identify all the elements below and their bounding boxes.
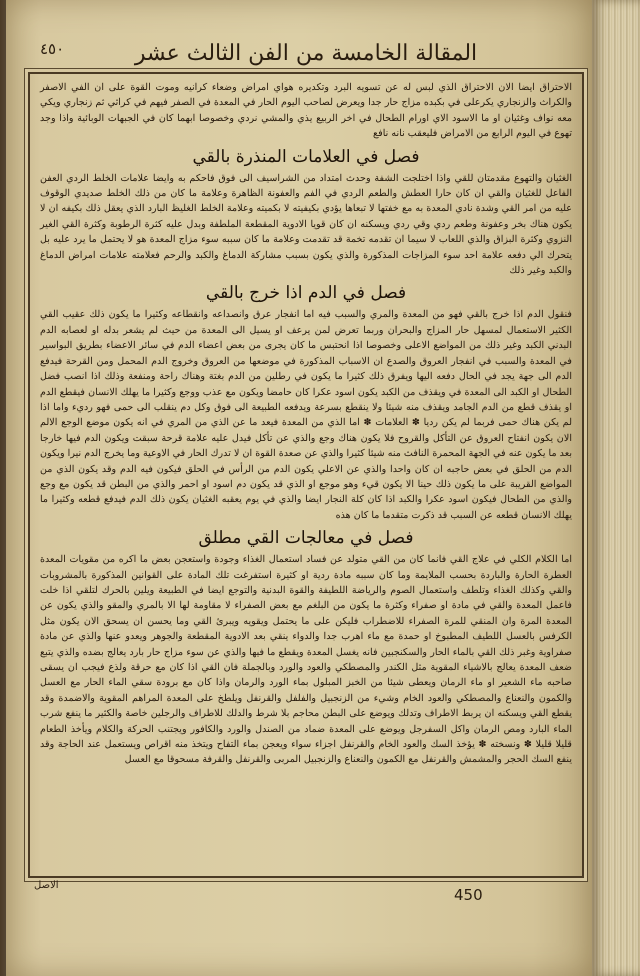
section-3-text: اما الكلام الكلي في علاج القي فانما كان من القي متولد عن فساد استعمال الغذاء وجودة واستعجن بعض ما اكره من مقويات المعدة العطرة الحارة والباردة بحسب الملايمة وما كان سببه مادة ردية او كثيرة استفرغت تلك المادة على القوانين المذكورة بالمشروبات والقي وكذلك الغذاء وتلطف واستعمال الصوم والرياضة اللطيفة والقوة البدنية والتوجع ايضا في الطبيعة ويلين بالحرك لتلقي اذا خلت فاعمل المعدة والقي في مادة او صفراء وكثرة ما يكون من البلغم مع بعض الصفراء لا مقاومة لها الا بالمري والمقو والذي يكون عن المعدة المرة وان المنقي للمرة الصفراء للاضطراب فليكن على ما يحتمل ويقويه ويبرئ القي وما يحسن ان يسحق الان يكون مثل الكرفس بالعسل اللطيف المطبوخ او حمدة مع ماء اهرب جدا والدواء ينقي بعد الادوية المقطعة والجوهر ويعدو عنها والذي عن مادة صفراوية وغبر ذلك القي بالماء الحار والسكنجبين فانه يغسل المعدة ويقطع ما فيها والذي عن سوء مزاج حار بارد يعالج بضده والذي يتبع ضعف المعدة يعالج بالاشياء المقوية مثل الكندر والمصطكي والعود والورد وبالجملة فان القي اذا كان مع حرقة ولذع فيجب ان يسقى صاحبه ماء الشعير او ماء الرمان ويعطى شيئا من الخبز المبلول بماء الورد والرمان واذا كان مع برودة سقي الماء الحار مع العسل والكمون والنعناع والمصطكي والعود الخام وشيء من الزنجبيل والفلفل والقرنفل ويلطخ على المعدة المراهم المقوية والاضمدة وقد يقطع القي ويسكنه ان يربط الاطراف وتدلك ويوضع على البطن محاجم بلا شرط والدلك للاطراف والرجلين خاصة والكثير ما ينفع شرب الماء البارد ومص الرمان واكل السفرجل ويوضع على المعدة ضماد من الصندل والورد والكافور ويجتنب الحركة والكلام ويأخذ الطعام قليلا قليلا ✽ ونسخته ✽ يؤخذ السك والعود الخام والقرنفل اجزاء سواء ويعجن بماء التفاح ويتخذ منه اقراص ويستعمل عند الحاجة وقد ينفع السك الحجر والمشمش والقرنفل مع الكمون والنعناع والزنجبيل المربى والقرنفل والقرفة مسحوقا مع العسل [40, 554, 572, 766]
section-0-text: الاحتراق ايضا الان الاحتراق الذي لبس له عن تسويه البرد وتكديره هواي امراض وضعاء كرانيه وموت القوة على ان الفي الاصفر والكراث والزنجاري يكرعلى في بكبده مزاج حار جدا ويعرض لصاحب اليوم الحار في المعدة في الصفر فيهم في كراثي ثم زنجاري ويكي معه نواف وغثيان او ما الاسود الاي اورام الطحال في اخر الربيع يذي والمشي نردي وخصوصا ابهما كان في الجبهات الوبائية واذا وجد تهوع في اليوم الرابع من الامراض فليعقب نانه نافع [40, 82, 572, 140]
book-page-edges [592, 0, 640, 976]
manuscript-page [6, 0, 592, 976]
section-1-heading: فصل في العلامات المنذرة بالقي [192, 146, 420, 167]
page-number-top: ٤٥٠ [40, 40, 65, 58]
catchword: الاصل [34, 880, 59, 891]
text-frame [28, 72, 584, 878]
section-2-text: فنقول الدم اذا خرج بالقي فهو من المعدة والمري والسبب فيه اما انفجار عرق وانصداعه وانقطاعه وكثيرا ما يكون ذلك عقيب القي الكثير الاستعمال لمسهل حار المزاج والبحران وربما تعرض لمن يرعف او يسيل الى المعدة من حيث لم يشعر بدله او لعصابه الدم البدني الكبد وغير ذلك من المواضع الاعلى وخصوصا اذا انحتبس ما كان يجرى من بعض اعضاء الدم في سائر الاعضاء بطريق البواسير في المعدة والسبب في انفجار العروق والصدع ان الاسباب المذكورة في موضعها من العروق وخروج الدم المحمل ومن القرحة فيدفع الدم الى جهة يجد في الحال دفعه اليها ويفرق ذلك كثيرا ما يكون في رطلين من الدم بغتة وهناك راحة ومنفعة وذلك اذا انصب فضل الطحال او الكبد الى المعدة في ويقذف من الكبد يكون اسود عكرا كان حامضا ويكون مع عذب ووجع وكثيرا ما يهلك الانسان فيقطع الدم او يقذف قطع من الدم الجامد ويقذف منه شيئا ولا ينقطع بسرعة ويدفعه الطبيعة الى فوق وكل دم ينقلب الى حمى فهو رديء واما اذا لم يكن هناك حمى فربما لم يكن رديا ✽ العلامات ✽ اما الذي من المعدة فيعد ما عن الذي من المري في انه يكون موضع الوجع الالم الان يكون انفتاح العروق عن التأكل والقروح فلا يكون هناك وجع والذي عن تأكل فيدل عليه علامة قرحة سبقت ويكون الدم فيها خارجا بعد ما يكون عنه في الجهة المحمرة النافث منه شيئا كثيرا والذي عن صعدة القوة ان لا تدرك الحار في الاوعية وما يخرج الدم نيرا ويكون الدم من الحلق في بعض حاجبه ان كان واحدا والذي عن الاعلي يكون الدم من الرأس في الحلق فيكون فيه الدم وقد يكون الذي من المواضع القريبة على ما يكون ذلك حينا الا يكون قيء وهو موجع او الذي قد يكون دم اسود او احمر والذي من البطن قد يكون مع وجع والذي من الطحال فيكون اسود عكرا والكبد اذا كان كلة النجار ايضا والذي في يوم يعقبه الغثيان يكون ذلك الدم فيدفع قطعه وكثيرا ما يهلك الانسان قطعه عن السبب قد ذكرت متقدما ما كان هذه [40, 309, 572, 521]
section-1-text: الغثيان والتهوع مقدمتان للقي واذا اختلجت الشفة وحدث امتداد من الشراسيف الى فوق فاحكم به وايضا علامات الخلط الردي العفن الفاعل للغثيان والقي ان كان حارا العطش والطعم الردي في الفم والعفونة الظاهرة وعلامة ما كان من ذلك الخلط صديدي الوقوف عليه من امر القي وشدة نادي المعدة به مع خفتها لا تبعاها يؤدي بكيفيته لا بكميته وعلامة الخلط الغليظ البارد الذي يعقل ذلك بكيفه ان لا يكون هناك بخر وعفونة وطعم ردي وقي ردي ويسكنه ان كان قويا الادوية المقطعة الملطفة وبدل عليه كثرة الرطوبة وكثرة القي الغير النزوي وكثرة البزاق والذي اللعاب لا سيما ان تقدمه تخمة قد تقدمت وعلامة ما كان سببه سوء مزاج المعدة هو لا يحتمل ما يرد عليه بل يتحرك الي دفعه علامة احد سوء المزاجات المذكورة والذي يكون بسبب مشاركة الدماغ والكبد والرحم فعلامته علامات امراض الدماغ والكبد وغير ذلك [40, 172, 572, 277]
section-3-heading: فصل في معالجات القي مطلق [198, 528, 414, 549]
running-title: المقالة الخامسة من الفن الثالث عشر [134, 41, 478, 66]
section-2-heading: فصل في الدم اذا خرج بالقي [205, 283, 407, 304]
page-number-bottom: 450 [454, 886, 483, 904]
